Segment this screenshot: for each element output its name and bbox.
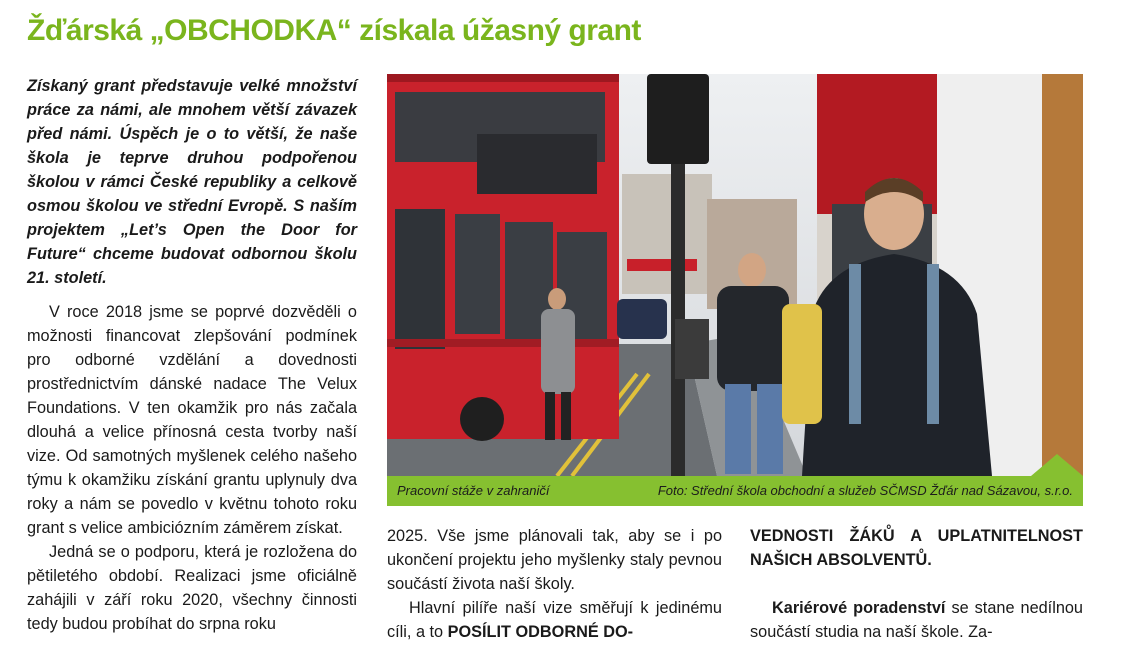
body-paragraph: Jedná se o podporu, která je rozložena do pětiletého období. Realizaci jsme oficiálně zahájili v září roku 2020, všechny činnosti tedy budou probíhat do srpna roku	[27, 543, 357, 633]
emphasis-text: VEDNOSTI ŽÁKŮ A UPLATNITELNOST NAŠICH ABSOLVENTŮ.	[750, 527, 1083, 569]
left-column	[27, 300, 357, 636]
emphasis-text: POSÍLIT ODBORNÉ DO-	[447, 623, 634, 641]
middle-column	[387, 524, 722, 644]
photo-caption: Pracovní stáže v zahraničí	[397, 483, 550, 498]
body-paragraph	[387, 596, 722, 644]
caption-notch	[1031, 454, 1083, 476]
body-paragraph	[750, 596, 1083, 644]
body-paragraph: V roce 2018 jsme se poprvé dozvěděli o možnosti financovat zlepšování podmínek pro odborné vzdělání a dovednosti prostřednictvím dánské nadace The Velux Foundations. V ten okamžik pro nás začala dlouhá a velice přínosná cesta tvorby naší vize. Od samotných myšlenek celého našeho týmu k okamžiku získání grantu uplynuly dva roky a nám se povedlo v květnu tohoto roku grant s velice ambiciózním záměrem získat.	[27, 303, 357, 537]
emphasis-text: Kariérové poradenství	[772, 599, 946, 617]
lead-paragraph: Získaný grant představuje velké množství práce za námi, ale mnohem větší závazek před námi. Úspěch je o to větší, že naše škola je teprve druhou podpořenou školou v rámci České republiky a celkově osmou školou ve střední Evropě. S naším projektem „Let’s Open the Door for Future“ chceme budovat odbornou školu 21. století.	[27, 77, 357, 287]
body-text: Hlavní pilíře naší vize směřují k jedinému cíli, a to	[387, 599, 722, 641]
body-text: se stane nedílnou součástí studia na naší škole. Za-	[750, 599, 1083, 641]
photo-credit: Foto: Střední škola obchodní a služeb SČMSD Žďár nad Sázavou, s.r.o.	[657, 483, 1073, 498]
article-headline: Žďárská „OBCHODKA“ získala úžasný grant	[27, 14, 641, 47]
body-paragraph: 2025. Vše jsme plánovali tak, aby se i po ukončení projektu jeho myšlenky staly pevnou součástí života naší školy.	[387, 527, 722, 593]
photo-caption-bar	[387, 476, 1083, 506]
article-photo	[387, 74, 1083, 476]
right-column	[750, 524, 1083, 644]
